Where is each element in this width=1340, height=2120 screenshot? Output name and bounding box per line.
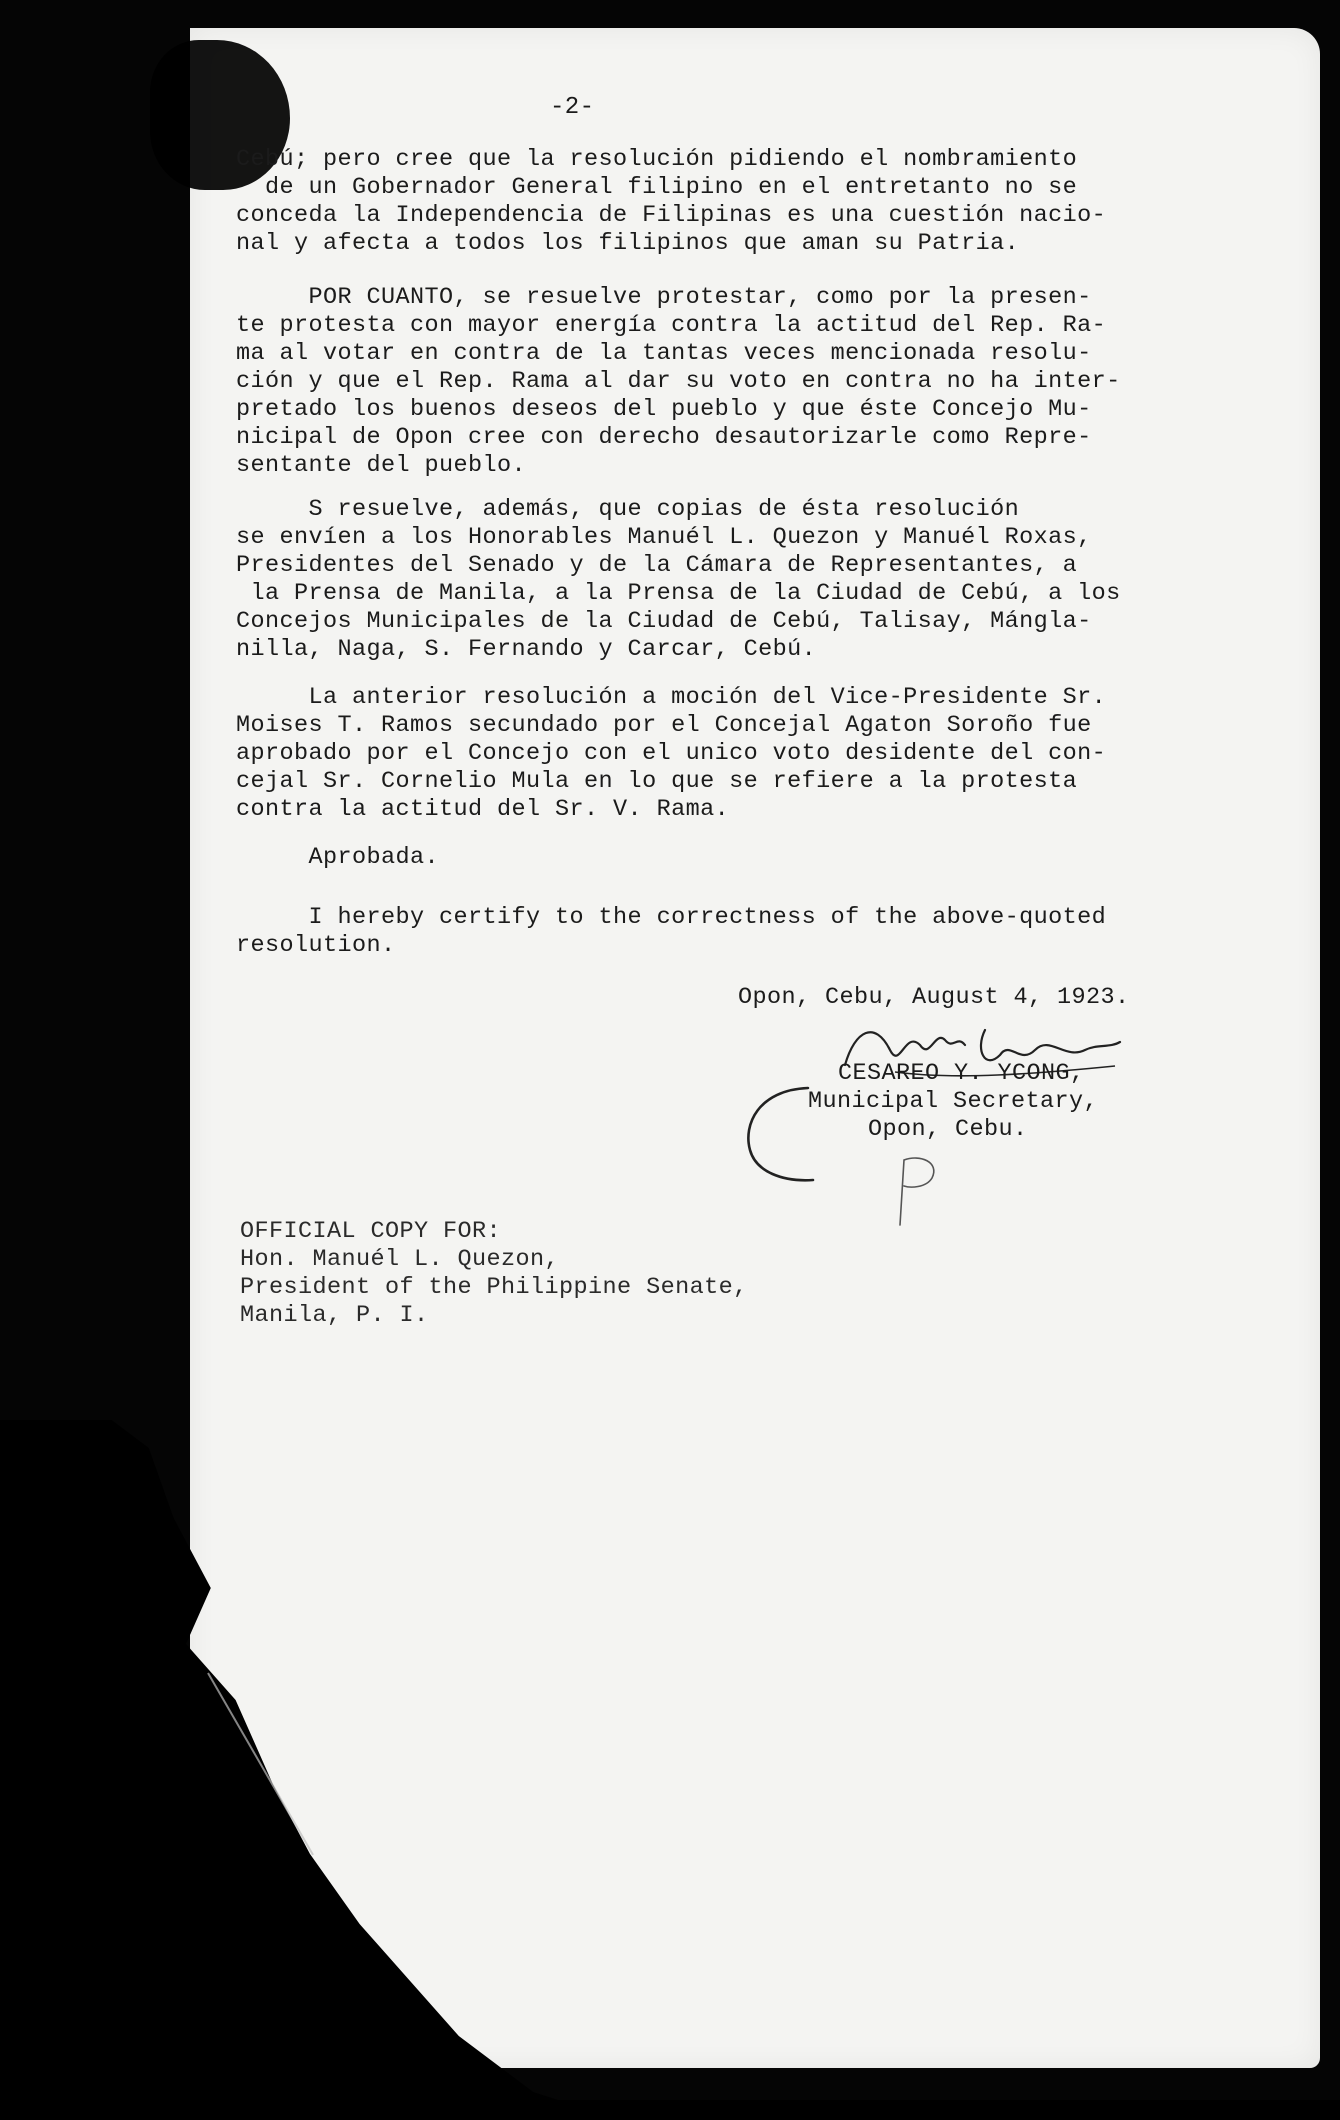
body-line: I hereby certify to the correctness of the above-quoted [236, 904, 1107, 931]
body-line: nal y afecta a todos los filipinos que aman su Patria. [236, 230, 1020, 257]
official-copy-line: President of the Philippine Senate, [240, 1274, 748, 1301]
body-line: resolution. [236, 932, 396, 959]
body-line: POR CUANTO, se resuelve protestar, como por la presen- [236, 284, 1092, 311]
body-line: Presidentes del Senado y de la Cámara de Representantes, a [236, 552, 1078, 579]
official-copy-line: OFFICIAL COPY FOR: [240, 1218, 502, 1245]
body-line: nicipal de Opon cree con derecho desautorizarle como Repre- [236, 424, 1092, 451]
body-line: la Prensa de Manila, a la Prensa de la Ciudad de Cebú, a los [236, 580, 1121, 607]
signatory-name: CESAREO Y. YCONG, [838, 1060, 1085, 1087]
handwritten-bracket [738, 1080, 818, 1190]
body-line: ción y que el Rep. Rama al dar su voto en contra no ha inter- [236, 368, 1121, 395]
body-line: Moises T. Ramos secundado por el Concejal Agaton Soroño fue [236, 712, 1092, 739]
body-line: S resuelve, además, que copias de ésta resolución [236, 496, 1020, 523]
body-line: Aprobada. [236, 844, 440, 871]
body-line: sentante del pueblo. [236, 452, 527, 479]
body-line: se envíen a los Honorables Manuél L. Quezon y Manuél Roxas, [236, 524, 1092, 551]
body-line: te protesta con mayor energía contra la actitud del Rep. Ra- [236, 312, 1107, 339]
body-line: conceda la Independencia de Filipinas es una cuestión nacio- [236, 202, 1107, 229]
signatory-title: Municipal Secretary, [808, 1088, 1099, 1115]
body-line: ma al votar en contra de la tantas veces mencionada resolu- [236, 340, 1092, 367]
body-line: cejal Sr. Cornelio Mula en lo que se refiere a la protesta [236, 768, 1078, 795]
body-line: aprobado por el Concejo con el unico voto desidente del con- [236, 740, 1107, 767]
body-line: Cebú; pero cree que la resolución pidiendo el nombramiento [236, 146, 1078, 173]
body-line: nilla, Naga, S. Fernando y Carcar, Cebú. [236, 636, 817, 663]
body-line: pretado los buenos deseos del pueblo y que éste Concejo Mu- [236, 396, 1092, 423]
body-line: Concejos Municipales de la Ciudad de Cebú, Talisay, Mángla- [236, 608, 1092, 635]
signatory-location: Opon, Cebu. [868, 1116, 1028, 1143]
body-line: La anterior resolución a moción del Vice-Presidente Sr. [236, 684, 1107, 711]
body-line: de un Gobernador General filipino en el entretanto no se [236, 174, 1078, 201]
dateline: Opon, Cebu, August 4, 1923. [738, 984, 1130, 1011]
page-number: -2- [550, 94, 595, 121]
official-copy-line: Hon. Manuél L. Quezon, [240, 1246, 560, 1273]
body-line: contra la actitud del Sr. V. Rama. [236, 796, 730, 823]
handwritten-initial [880, 1150, 950, 1230]
official-copy-line: Manila, P. I. [240, 1302, 429, 1329]
